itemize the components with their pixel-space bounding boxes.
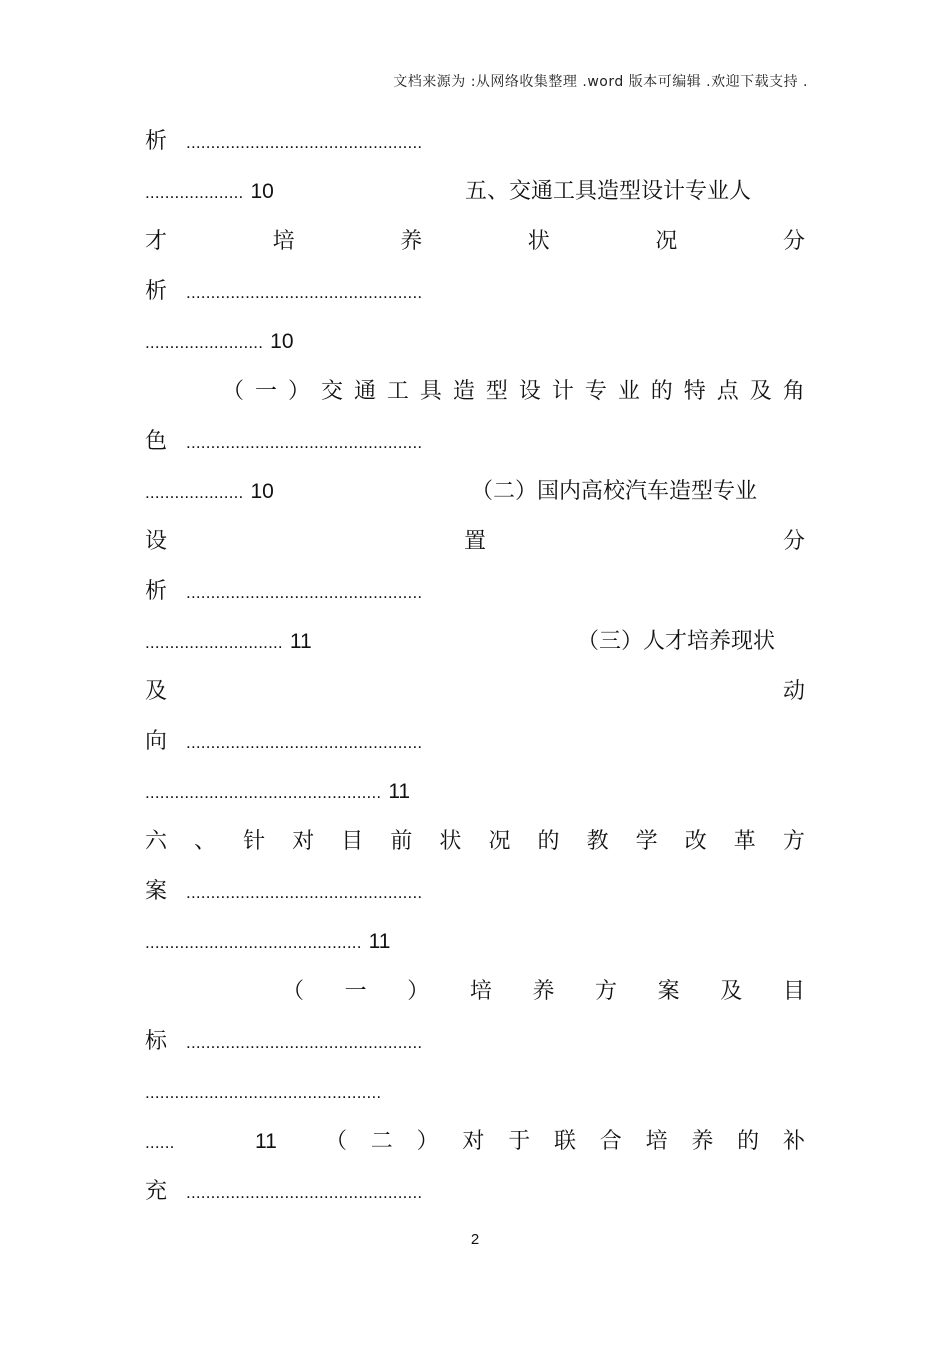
toc-dot-leader: ................................................: [186, 1033, 423, 1052]
toc-char: 方: [595, 979, 618, 1004]
toc-dot-leader: ................................................: [145, 783, 382, 802]
toc-line: [145, 1027, 805, 1057]
toc-line: [145, 277, 805, 307]
toc-line: [145, 1127, 805, 1157]
toc-text: 析: [145, 579, 168, 604]
header-note: 文档来源为 :从网络收集整理 .word 版本可编辑 .欢迎下载支持 .: [393, 74, 808, 90]
toc-char: 点: [716, 379, 739, 404]
toc-char: 况: [655, 229, 678, 254]
toc-text: 标: [145, 1029, 168, 1054]
toc-char: 的: [737, 1129, 760, 1154]
toc-line: [145, 177, 805, 207]
toc-text: 充: [145, 1179, 168, 1204]
toc-line: [145, 477, 805, 507]
toc-dot-leader: ................................................: [186, 883, 423, 902]
toc-dot-leader: ............................: [145, 633, 283, 652]
toc-char: 具: [419, 379, 442, 404]
toc-char: （: [325, 1129, 348, 1154]
toc-char: 六: [145, 829, 168, 854]
toc-page-number: 11: [368, 930, 391, 953]
toc-dot-leader: ............................................: [145, 933, 362, 952]
toc-char: 案: [657, 979, 680, 1004]
toc-page-number: 10: [250, 480, 274, 503]
toc-text: 色: [145, 429, 168, 454]
toc-char: 一: [254, 379, 277, 404]
toc-page-number: 10: [270, 330, 294, 353]
toc-char: 合: [599, 1129, 622, 1154]
toc-line: [145, 427, 805, 457]
toc-char: 革: [733, 829, 756, 854]
toc-char: ）: [287, 379, 310, 404]
toc-dot-leader: ....................: [145, 183, 244, 202]
page-number: 2: [470, 1231, 480, 1248]
toc-dot-leader: ................................................: [186, 283, 423, 302]
toc-char: 二: [370, 1129, 393, 1154]
toc-char: 业: [617, 379, 640, 404]
toc-char: 对: [292, 829, 315, 854]
toc-char: 专: [584, 379, 607, 404]
toc-dot-leader: ......: [145, 1133, 175, 1152]
toc-char: 分: [782, 229, 805, 254]
toc-entry-title: （三）人才培养现状: [577, 629, 776, 654]
toc-text: 案: [145, 879, 168, 904]
toc-text: 向: [145, 729, 168, 754]
toc-line: [145, 677, 805, 707]
toc-line: [145, 327, 805, 357]
toc-line: [222, 377, 805, 407]
toc-char: 养: [400, 229, 423, 254]
toc-char: （: [222, 379, 245, 404]
toc-char: 联: [553, 1129, 576, 1154]
toc-char: 针: [243, 829, 266, 854]
toc-char: 目: [782, 979, 805, 1004]
toc-char: （: [282, 979, 305, 1004]
toc-page-number: 10: [250, 180, 274, 203]
toc-char: 及: [720, 979, 743, 1004]
toc-char: 前: [390, 829, 413, 854]
toc-char: 通: [353, 379, 376, 404]
toc-char: 方: [782, 829, 805, 854]
toc-char: 置: [463, 529, 486, 554]
toc-char: 学: [635, 829, 658, 854]
toc-entry-title: [325, 1127, 805, 1157]
toc-char: 分: [782, 529, 805, 554]
toc-line: [145, 127, 805, 157]
toc-line: [145, 527, 805, 557]
toc-page-number: 11: [289, 630, 312, 653]
toc-char: 培: [469, 979, 492, 1004]
toc-dot-leader: ................................................: [186, 733, 423, 752]
toc-dot-leader: ................................................: [186, 583, 423, 602]
toc-char: ）: [416, 1129, 439, 1154]
toc-char: 养: [532, 979, 555, 1004]
toc-char: 型: [485, 379, 508, 404]
toc-dot-leader: ....................: [145, 483, 244, 502]
toc-char: 及: [145, 679, 168, 704]
toc-char: 一: [344, 979, 367, 1004]
toc-char: 造: [452, 379, 475, 404]
toc-char: 动: [782, 679, 805, 704]
toc-char: 目: [341, 829, 364, 854]
toc-char: 补: [782, 1129, 805, 1154]
toc-dot-leader: ................................................: [186, 133, 423, 152]
toc-char: 养: [691, 1129, 714, 1154]
toc-char: 况: [488, 829, 511, 854]
toc-line: [145, 727, 805, 757]
toc-char: ）: [407, 979, 430, 1004]
toc-char: 状: [439, 829, 462, 854]
toc-char: 教: [586, 829, 609, 854]
toc-line: [145, 577, 805, 607]
toc-dot-leader: ........................: [145, 333, 264, 352]
toc-char: 对: [462, 1129, 485, 1154]
toc-char: 状: [527, 229, 550, 254]
toc-char: 特: [683, 379, 706, 404]
toc-dot-leader: ................................................: [186, 1183, 423, 1202]
toc-char: 培: [272, 229, 295, 254]
toc-char: 交: [320, 379, 343, 404]
toc-char: 培: [645, 1129, 668, 1154]
toc-line: [145, 1177, 805, 1207]
toc-line: [145, 827, 805, 857]
toc-line: [145, 777, 805, 807]
toc-char: 于: [508, 1129, 531, 1154]
toc-dot-leader: ................................................: [145, 1083, 382, 1102]
toc-line: [145, 927, 805, 957]
toc-char: 的: [537, 829, 560, 854]
toc-text: 析: [145, 279, 168, 304]
toc-text: 析: [145, 129, 168, 154]
toc-char: 才: [145, 229, 168, 254]
toc-char: 设: [145, 529, 168, 554]
toc-line: [145, 1077, 805, 1107]
toc-char: 工: [386, 379, 409, 404]
toc-line: [145, 877, 805, 907]
toc-line: [282, 977, 805, 1007]
toc-page-number: 11: [255, 1130, 277, 1153]
toc-char: 、: [194, 829, 217, 854]
toc-char: 及: [749, 379, 772, 404]
toc-dot-leader: ................................................: [186, 433, 423, 452]
toc-entry-title: 五、交通工具造型设计专业人: [465, 179, 752, 204]
toc-line: [145, 627, 805, 657]
toc-char: 设: [518, 379, 541, 404]
toc-char: 计: [551, 379, 574, 404]
toc-char: 角: [782, 379, 805, 404]
toc-line: [145, 227, 805, 257]
toc-char: 改: [684, 829, 707, 854]
toc-char: 的: [650, 379, 673, 404]
toc-entry-title: （二）国内高校汽车造型专业: [471, 479, 758, 504]
toc-page-number: 11: [388, 780, 411, 803]
